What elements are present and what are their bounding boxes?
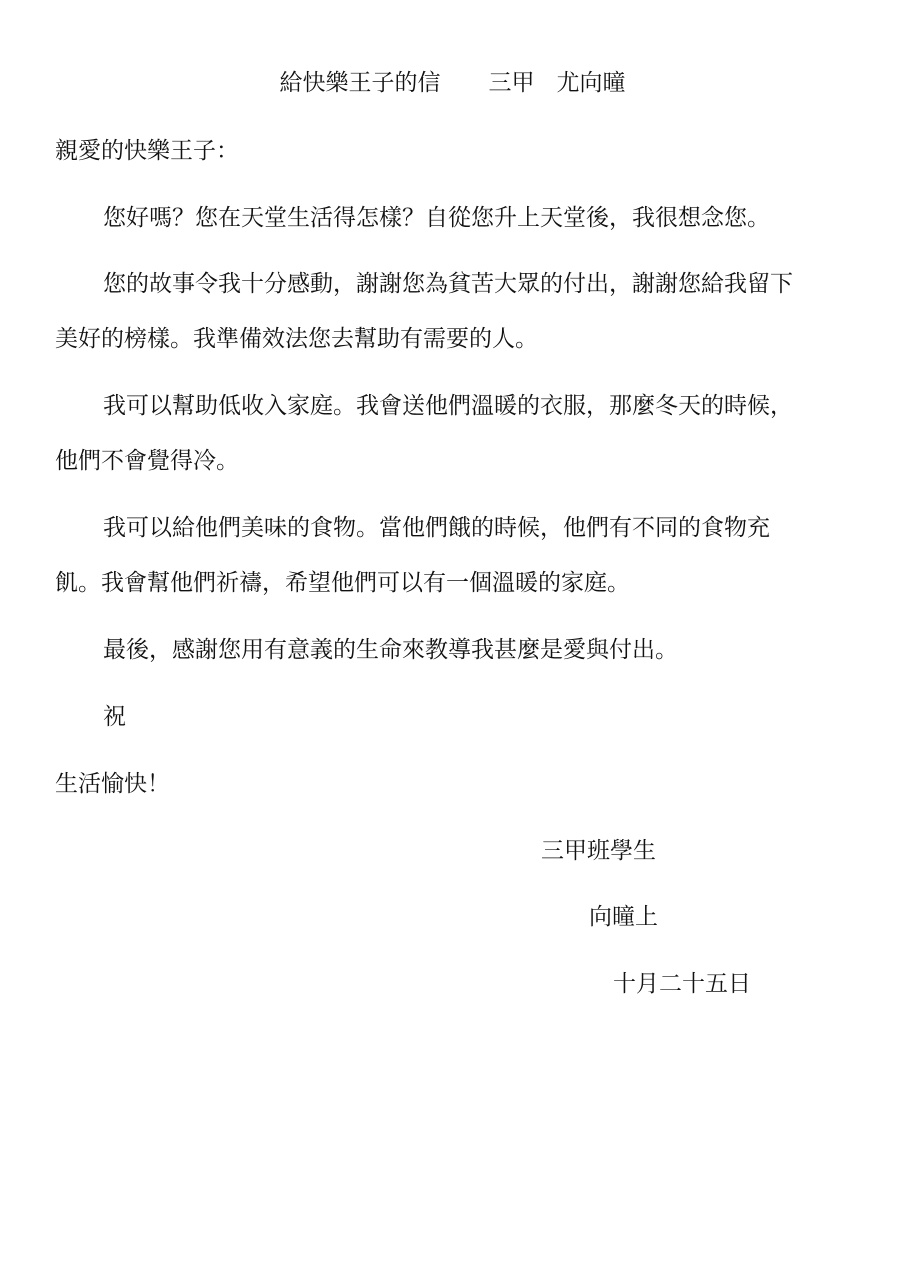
signature-date: 十月二十五日 [613, 971, 751, 997]
signature-name: 向曈上 [589, 904, 658, 930]
paragraph-4-line-1: 我可以給他們美味的食物。當他們餓的時候，他們有不同的食物充 [103, 515, 770, 541]
title-main: 給快樂王子的信 [279, 70, 441, 96]
letter-title [0, 68, 905, 98]
paragraph-5-line-1: 最後，感謝您用有意義的生命來教導我甚麼是愛與付出。 [103, 637, 678, 663]
title-author: 尤向曈 [556, 70, 626, 96]
closing-blessing: 生活愉快！ [55, 771, 170, 797]
paragraph-2-line-2: 美好的榜樣。我準備效法您去幫助有需要的人。 [55, 326, 538, 352]
paragraph-4-line-2: 飢。我會幫他們祈禱，希望他們可以有一個溫暖的家庭。 [55, 570, 630, 596]
salutation: 親愛的快樂王子： [55, 138, 239, 164]
paragraph-1-line-1: 您好嗎？您在天堂生活得怎樣？自從您升上天堂後，我很想念您。 [103, 205, 770, 231]
paragraph-3-line-1: 我可以幫助低收入家庭。我會送他們溫暖的衣服，那麼冬天的時候， [103, 393, 793, 419]
closing-wish: 祝 [103, 704, 126, 730]
paragraph-3-line-2: 他們不會覺得冷。 [55, 448, 239, 474]
signature-class-student: 三甲班學生 [541, 838, 656, 864]
paragraph-2-line-1: 您的故事令我十分感動，謝謝您為貧苦大眾的付出，謝謝您給我留下 [103, 271, 793, 297]
title-class: 三甲 [488, 70, 535, 96]
